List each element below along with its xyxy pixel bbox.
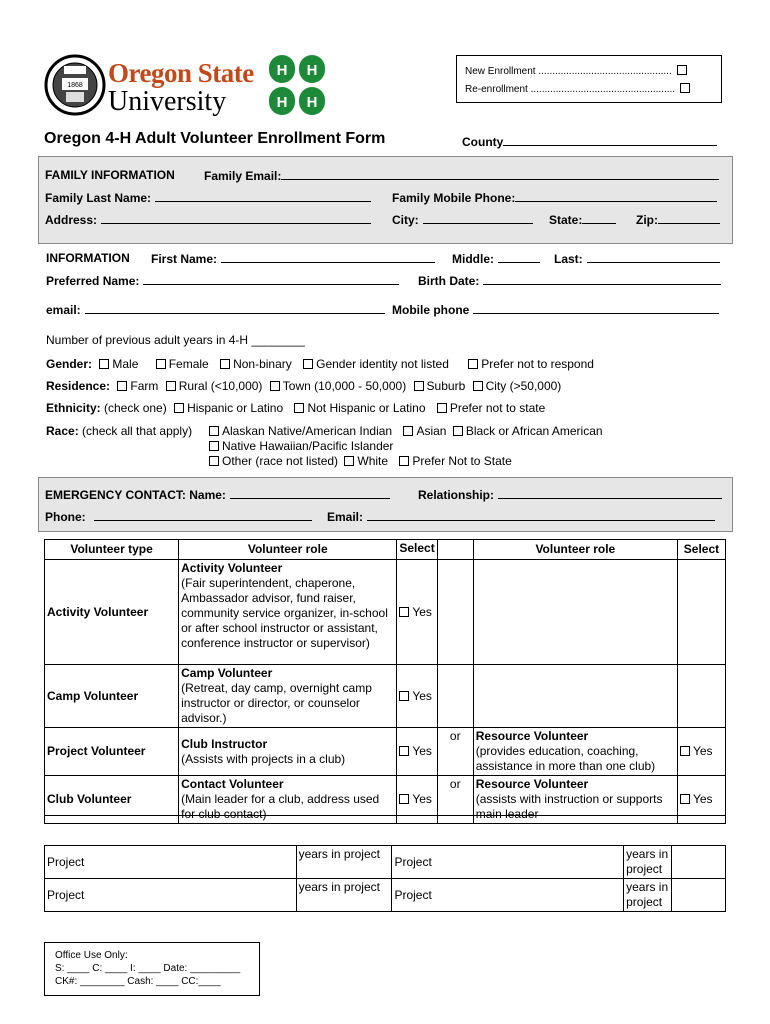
gender-prefer-not-checkbox[interactable] [468,359,478,369]
row-select-2[interactable] [677,776,725,824]
gender-prefer-not-label: Prefer not to respond [481,357,594,371]
project-years-cell[interactable]: years in project [296,846,392,879]
projects-table [44,845,726,912]
gender-nonbinary-checkbox[interactable] [220,359,230,369]
row-or: or [437,728,473,776]
last-name-label: Last: [554,252,583,266]
information-heading: INFORMATION [46,251,130,265]
new-enrollment-option[interactable] [465,65,690,77]
svg-text:H: H [306,62,318,79]
office-use-line2: CK#: ________ Cash: ____ CC:____ [55,976,221,987]
emergency-phone-label: Phone: [45,510,86,524]
row-role-desc: (Retreat, day camp, overnight camp instructor or director, or counselor advisor.) [181,681,372,725]
ethnicity-hispanic-label: Hispanic or Latino [187,401,284,415]
middle-name-field[interactable] [452,251,540,266]
race-black-label: Black or African American [465,424,603,438]
city-field[interactable] [392,212,533,227]
preferred-name-field[interactable] [46,273,399,288]
row-select-2-empty [677,665,725,728]
header-volunteer-type: Volunteer type [45,540,179,560]
gender-not-listed-label: Gender identity not listed [316,357,449,371]
row-or: or [437,776,473,824]
office-use-line1: S: ____ C: ____ I: ____ Date: _________ [55,963,241,974]
emergency-phone-field[interactable] [45,509,312,524]
volunteer-roles-table [44,539,726,824]
gender-row [46,357,594,371]
county-field[interactable] [462,134,717,149]
address-label: Address: [45,213,98,227]
project-name-cell[interactable]: Project [45,846,297,879]
residence-farm-label: Farm [130,379,159,393]
row-select[interactable] [397,728,437,776]
race-white-label: White [357,454,389,468]
ethnicity-row [46,401,545,415]
re-enrollment-option[interactable] [465,83,693,95]
family-mobile-field[interactable] [392,190,717,205]
osu-logo [44,50,262,122]
project-extra-cell [672,879,726,912]
residence-city-checkbox[interactable] [473,381,483,391]
row-role-2 [473,728,677,776]
preferred-name-label: Preferred Name: [46,274,140,288]
relationship-label: Relationship: [418,488,495,502]
yes-label: Yes [412,688,432,703]
yes-label: Yes [412,744,432,758]
race-row [46,424,192,438]
ethnicity-label: Ethnicity: [46,401,101,415]
residence-city-label: City (>50,000) [485,379,562,393]
race-white-checkbox[interactable] [344,456,354,466]
osu-name-line2: University [108,86,227,117]
header-select-2: Select [677,540,725,560]
family-email-field[interactable] [204,168,719,183]
first-name-label: First Name: [151,252,218,266]
row-type: Camp Volunteer [45,665,179,728]
gender-not-listed-checkbox[interactable] [303,359,313,369]
row-role-title: Contact Volunteer [181,777,284,791]
race-prefer-not-checkbox[interactable] [399,456,409,466]
yes-label: Yes [692,744,713,758]
ethnicity-hispanic-checkbox[interactable] [174,403,184,413]
row-role-desc: (Main leader for a club, address used for club contact) [181,792,380,821]
re-enrollment-checkbox[interactable] [680,83,690,93]
residence-town-label: Town (10,000 - 50,000) [282,379,407,393]
relationship-field[interactable] [418,487,722,502]
row-select-2[interactable] [677,728,725,776]
address-field[interactable] [45,212,371,227]
select-2-checkbox[interactable] [680,794,690,804]
row-role-2 [473,776,677,824]
state-field[interactable] [549,212,616,227]
yes-label: Yes [412,604,432,619]
table-row [45,560,726,665]
header-select: Select [397,540,437,560]
gender-male-checkbox[interactable] [99,359,109,369]
select-checkbox[interactable] [399,691,409,701]
zip-field[interactable] [636,212,720,227]
county-label: County [462,135,504,149]
race-label: Race: [46,424,79,438]
select-checkbox[interactable] [399,746,409,756]
family-last-name-field[interactable] [45,190,371,205]
race-other-checkbox[interactable] [209,456,219,466]
office-use-title: Office Use Only: [55,950,128,961]
select-checkbox[interactable] [399,794,409,804]
seal-year: 1868 [67,82,83,89]
project-name-cell[interactable]: Project [45,879,297,912]
row-type: Club Volunteer [45,776,179,824]
header-volunteer-role: Volunteer role [179,540,397,560]
yes-label: Yes [412,792,432,806]
residence-rural-label: Rural (<10,000) [178,379,263,393]
ethnicity-prefer-not-checkbox[interactable] [437,403,447,413]
residence-farm-checkbox[interactable] [117,381,127,391]
gender-female-checkbox[interactable] [156,359,166,369]
row-select[interactable] [397,776,437,824]
svg-text:H: H [276,94,288,111]
row-type: Activity Volunteer [45,560,179,665]
gender-nonbinary-label: Non-binary [233,357,292,371]
residence-town-checkbox[interactable] [270,381,280,391]
row-select[interactable] [397,560,437,665]
emergency-name-field[interactable] [45,487,390,502]
residence-label: Residence: [46,379,111,393]
last-name-field[interactable] [554,251,720,266]
family-email-label: Family Email: [204,169,282,183]
enrollment-type-box [456,55,722,103]
project-years-cell[interactable]: years in project [624,846,672,879]
row-role-title: Camp Volunteer [181,666,273,680]
race-options [209,424,603,469]
project-extra-cell [672,846,726,879]
race-asian-label: Asian [416,424,447,438]
residence-rural-checkbox[interactable] [166,381,176,391]
row-or-empty [437,665,473,728]
residence-row [46,379,561,393]
project-years-cell[interactable]: years in project [624,879,672,912]
race-hawaiian-checkbox[interactable] [209,441,219,451]
row-role [179,776,397,824]
race-prefer-not-label: Prefer Not to State [412,454,512,468]
table-header-row [45,540,726,560]
email-field[interactable] [46,302,385,317]
residence-suburb-label: Suburb [426,379,466,393]
re-enrollment-label: Re-enrollment .................................................... [465,84,676,95]
race-asian-checkbox[interactable] [403,426,413,436]
row-select[interactable] [397,665,437,728]
gender-female-label: Female [168,357,209,371]
form-title: Oregon 4-H Adult Volunteer Enrollment Form [44,130,386,147]
select-checkbox[interactable] [399,607,409,617]
row-role-desc: (Assists with projects in a club) [181,751,346,766]
table-row [45,728,726,776]
mobile-phone-label: Mobile phone [392,303,470,317]
family-information-section [38,156,733,244]
ethnicity-not-hispanic-checkbox[interactable] [294,403,304,413]
svg-text:H: H [306,94,318,111]
row-role [179,560,397,665]
row-role-desc: (Fair superintendent, chaperone, Ambassador advisor, fund raiser, community service organizer, in-school or after school instructor or assistant, conference instructor or supervisor) [181,576,388,650]
new-enrollment-checkbox[interactable] [677,65,687,75]
row-role [179,665,397,728]
middle-name-label: Middle: [452,252,494,266]
emergency-email-label: Email: [327,510,364,524]
ethnicity-prefer-not-label: Prefer not to state [449,401,546,415]
row-role-2-title: Resource Volunteer [475,777,589,791]
first-name-field[interactable] [151,251,435,266]
zip-label: Zip: [636,213,658,227]
previous-years-field[interactable]: Number of previous adult years in 4-H ________ [46,333,305,347]
race-hawaiian-label: Native Hawaiian/Pacific Islander [222,439,394,453]
family-mobile-label: Family Mobile Phone: [392,191,516,205]
row-role-2-empty [473,560,677,665]
row-or-empty [437,560,473,665]
row-role [179,728,397,776]
city-label: City: [392,213,419,227]
svg-text:H: H [276,62,288,79]
project-row [45,879,726,912]
office-use-box [44,942,260,996]
emergency-contact-section [38,477,733,532]
residence-suburb-checkbox[interactable] [414,381,424,391]
row-role-2-empty [473,665,677,728]
birth-date-label: Birth Date: [418,274,480,288]
ethnicity-not-hispanic-label: Not Hispanic or Latino [307,401,426,415]
project-years-cell[interactable]: years in project [296,879,392,912]
header-volunteer-role-2: Volunteer role [473,540,677,560]
birth-date-field[interactable] [418,273,721,288]
table-row [45,665,726,728]
emergency-email-field[interactable] [327,509,715,524]
mobile-phone-field[interactable] [392,302,719,317]
family-info-heading: FAMILY INFORMATION [45,168,175,182]
ethnicity-note: (check one) [104,401,167,415]
yes-label: Yes [692,792,713,806]
emergency-name-label: EMERGENCY CONTACT: Name: [45,488,226,502]
project-row [45,846,726,879]
race-other-label: Other (race not listed) [222,454,339,468]
select-2-checkbox[interactable] [680,746,690,756]
gender-label: Gender: [46,357,93,371]
email-label: email: [46,303,81,317]
new-enrollment-label: New Enrollment ................................................ [465,66,672,77]
4h-clover-icon [264,52,330,118]
race-black-checkbox[interactable] [453,426,463,436]
gender-male-label: Male [112,357,139,371]
race-note: (check all that apply) [82,424,193,438]
header-or-spacer [437,540,473,560]
osu-name-line1: Oregon State [108,58,254,88]
row-role-title: Club Instructor [181,736,268,751]
row-role-2-desc: (provides education, coaching, assistance in more than one club) [475,744,656,773]
projects-top-rule [44,815,726,816]
row-role-2-title: Resource Volunteer [475,729,589,743]
row-role-2-desc: (assists with instruction or supports main leader [475,792,663,821]
project-name-cell[interactable]: Project [392,846,624,879]
family-last-name-label: Family Last Name: [45,191,152,205]
osu-seal-icon [44,52,106,118]
race-alaskan-label: Alaskan Native/American Indian [222,424,393,438]
row-role-title: Activity Volunteer [181,561,283,575]
state-label: State: [549,213,583,227]
project-name-cell[interactable]: Project [392,879,624,912]
table-row [45,776,726,824]
row-type: Project Volunteer [45,728,179,776]
race-alaskan-checkbox[interactable] [209,426,219,436]
row-select-2-empty [677,560,725,665]
